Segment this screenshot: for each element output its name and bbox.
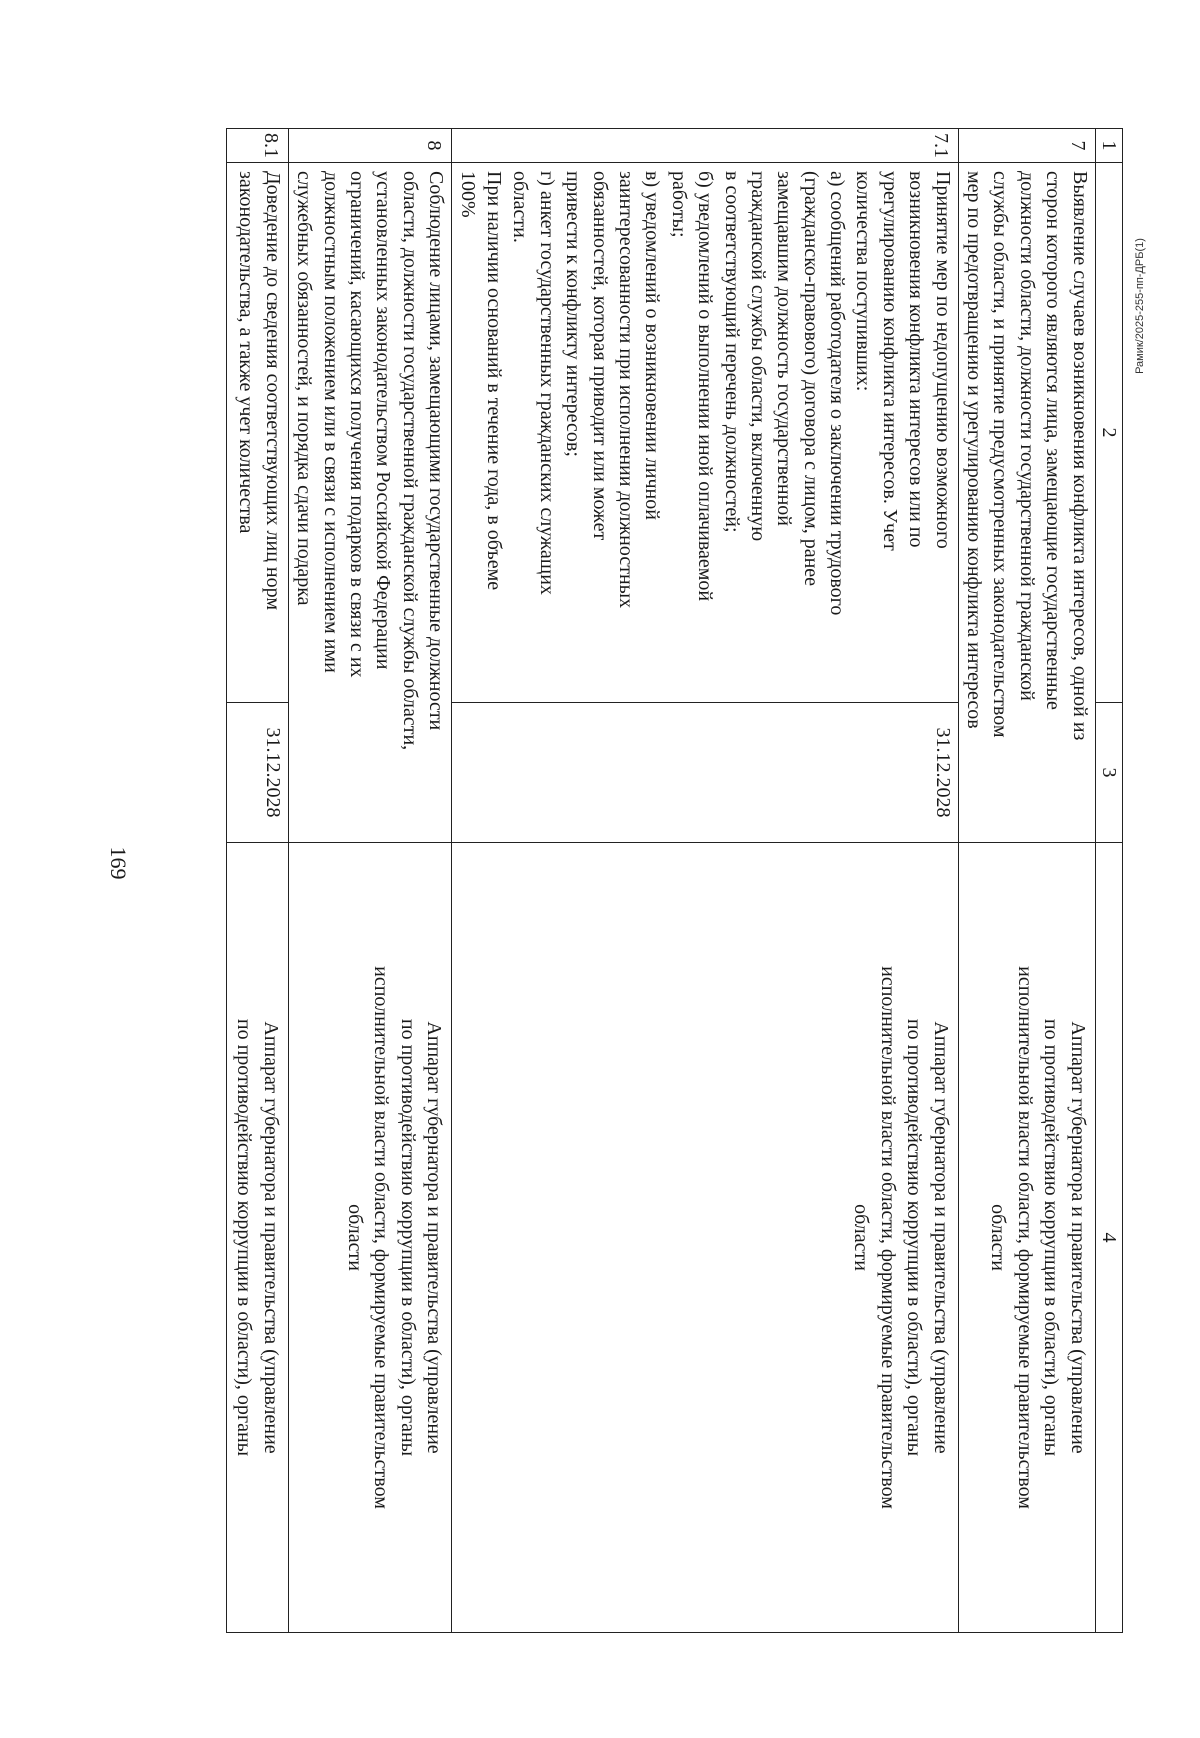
text-line: Выявление случаев возникновения конфликта интересов, одной из	[1068, 171, 1091, 741]
text-line: области	[344, 1204, 367, 1271]
due-date: 31.12.2028	[227, 703, 289, 843]
text-line: сторон которого являются лица, замещающие государственные	[1042, 171, 1065, 710]
text-line: 100%	[456, 171, 479, 218]
text-line: Доведение до сведения соответствующих лиц норм	[261, 171, 284, 610]
text-line: замещавшим должность государственной	[773, 171, 796, 526]
page-number: 169	[106, 846, 131, 880]
table-row	[452, 129, 958, 1633]
row-text	[958, 163, 1095, 843]
text-line: ограничений, касающихся получения подарков в связи с их	[346, 171, 369, 678]
text-line: области	[987, 1204, 1010, 1271]
text-line: области	[850, 1204, 873, 1271]
text-line: установленных законодательством Российской Федерации	[372, 171, 395, 670]
table-row	[288, 129, 451, 1633]
text-line: б) уведомлений о выполнении иной оплачиваемой	[694, 171, 717, 602]
row-text	[288, 163, 451, 843]
executor-cell	[452, 843, 958, 1633]
header-row	[1095, 129, 1122, 1633]
executor-cell	[288, 843, 451, 1633]
text-line: служебных обязанностей, и порядка сдачи подарка	[293, 171, 316, 606]
table-row	[227, 129, 289, 1633]
text-line: Аппарат губернатора и правительства (управление	[259, 1021, 282, 1454]
row-number: 7.1	[452, 129, 958, 163]
text-line: работы;	[667, 171, 690, 238]
header-col-1: 1	[1095, 129, 1122, 163]
text-line: в соответствующий перечень должностей;	[720, 171, 743, 533]
row-number: 8.1	[227, 129, 289, 163]
table-row	[958, 129, 1095, 1633]
text-line: Аппарат губернатора и правительства (управление	[929, 1021, 952, 1454]
text-line: по противодействию коррупции в области), органы	[233, 1018, 256, 1457]
text-line: законодательства, а также учет количества	[235, 171, 258, 534]
text-line: исполнительной власти области, формируемые правительством	[1013, 966, 1036, 1509]
event-cell	[227, 163, 289, 703]
text-line: по противодействию коррупции в области), органы	[1040, 1018, 1063, 1457]
footer-code: Рамик/2025-255-пп-ДРБ(1)	[1134, 238, 1146, 374]
header-col-2: 2	[1095, 163, 1122, 703]
text-line: области, должности государственной гражданской службы области,	[398, 171, 421, 751]
event-cell	[452, 163, 958, 703]
text-line: При наличии оснований в течение года, в объеме	[483, 171, 506, 591]
text-line: должностным положением или в связи с исполнением ими	[319, 171, 342, 673]
due-date: 31.12.2028	[452, 703, 958, 843]
text-line: службы области, и принятие предусмотренных законодательством	[989, 171, 1012, 738]
row-number: 7	[958, 129, 1095, 163]
text-line: Принятие мер по недопущению возможного	[931, 171, 954, 549]
text-line: гражданской службы области, включенную	[746, 171, 769, 542]
executor-cell	[958, 843, 1095, 1633]
text-line: количества поступивших:	[852, 171, 875, 392]
text-line: области.	[509, 171, 532, 243]
text-line: исполнительной власти области, формируемые правительством	[370, 966, 393, 1509]
header-col-3: 3	[1095, 703, 1122, 843]
text-line: Соблюдение лицами, замещающими государственные должности	[425, 171, 448, 731]
text-line: а) сообщений работодателя о заключении трудового	[826, 171, 849, 616]
text-line: урегулированию конфликта интересов. Учет	[878, 171, 901, 551]
text-line: по противодействию коррупции в области), органы	[396, 1018, 419, 1457]
measures-table	[226, 128, 1123, 1633]
text-line: должности области, должности государственной гражданской	[1015, 171, 1038, 701]
text-line: по противодействию коррупции в области), органы	[903, 1018, 926, 1457]
text-line: в) уведомлений о возникновении личной	[641, 171, 664, 520]
text-line: привести к конфликту интересов;	[562, 171, 585, 457]
executor-cell	[227, 843, 289, 1633]
text-line: обязанностей, которая приводит или может	[588, 171, 611, 541]
text-line: г) анкет государственных гражданских служащих	[535, 171, 558, 595]
header-col-4: 4	[1095, 843, 1122, 1633]
text-line: возникновения конфликта интересов или по	[905, 171, 928, 548]
text-line: мер по предотвращению и урегулированию конфликта интересов	[963, 171, 986, 729]
text-line: заинтересованности при исполнении должностных	[614, 171, 637, 609]
text-line: (гражданско-правового) договора с лицом, ранее	[799, 171, 822, 587]
text-line: Аппарат губернатора и правительства (управление	[423, 1021, 446, 1454]
text-line: Аппарат губернатора и правительства (управление	[1066, 1021, 1089, 1454]
row-number: 8	[288, 129, 451, 163]
text-line: исполнительной власти области, формируемые правительством	[876, 966, 899, 1509]
rotated-page	[183, 128, 1123, 1632]
